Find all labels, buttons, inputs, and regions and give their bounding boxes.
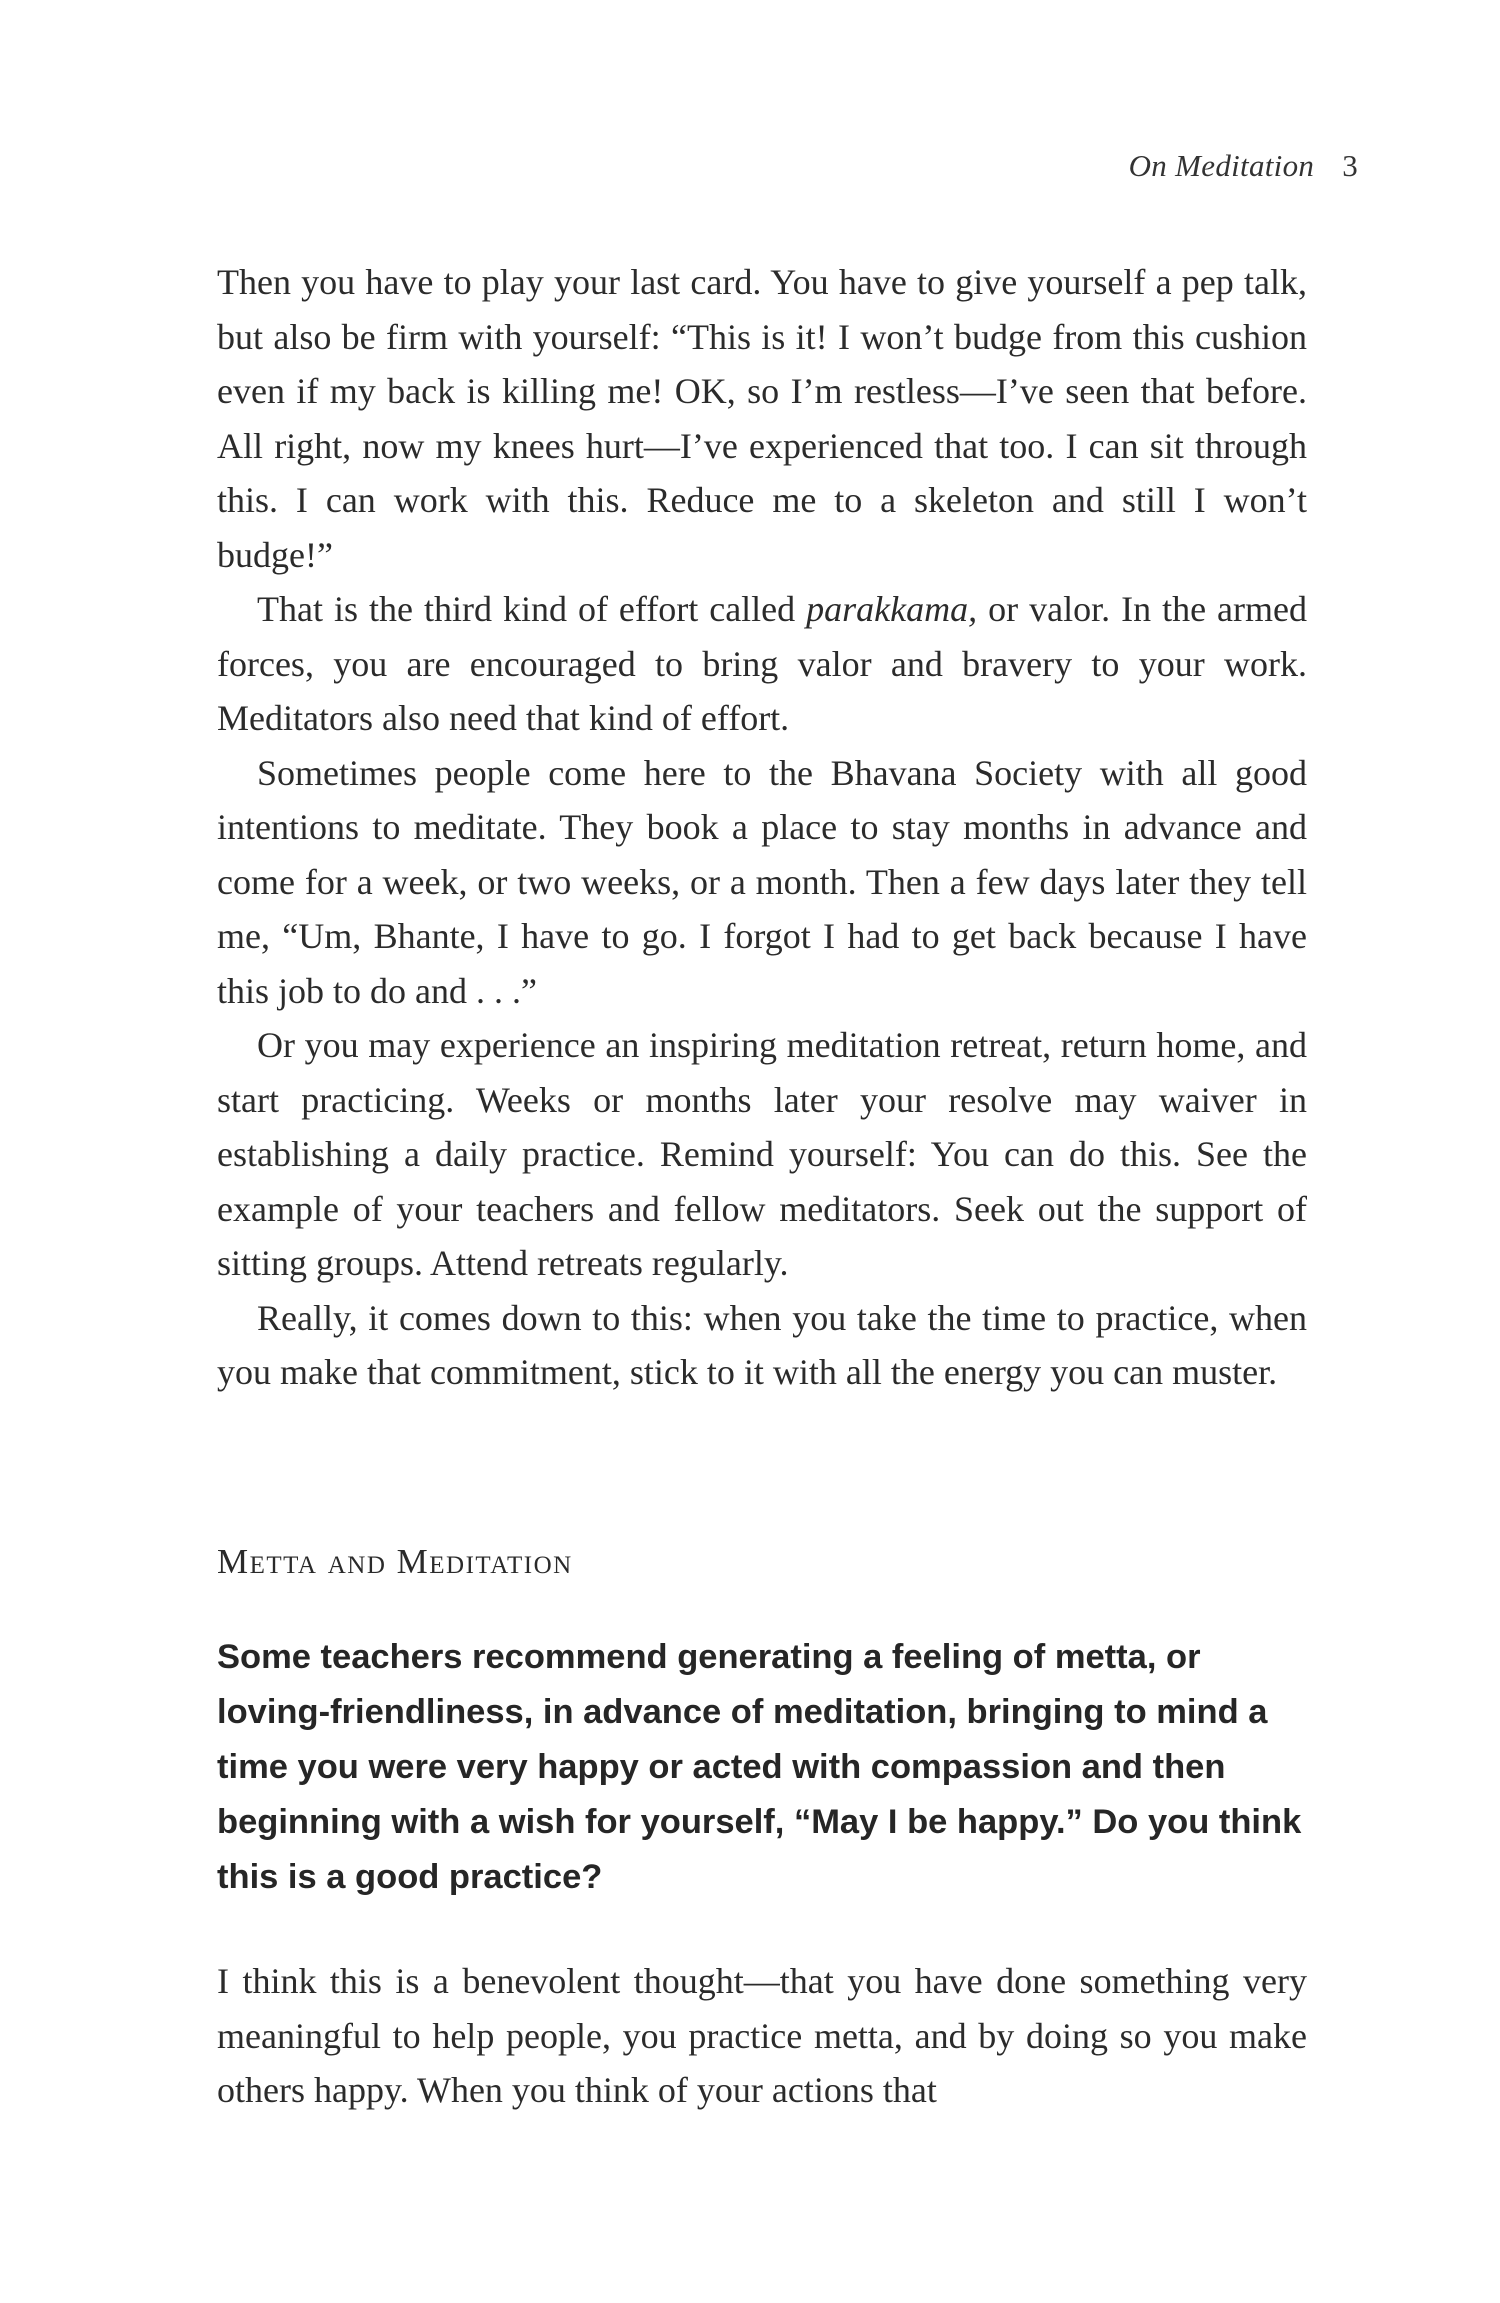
body-text xyxy=(217,255,1307,1400)
section-heading: Metta and Meditation xyxy=(217,1542,573,1581)
valor-text-before: That is the third kind of effort called xyxy=(257,589,807,629)
valor-text-after: or valor. In the armed forces, you are encouraged to bring valor and bravery to your work. Meditators also need that kind of effort. xyxy=(217,589,1307,738)
paragraph-retreat: Or you may experience an inspiring meditation retreat, return home, and start practicing. Weeks or months later your resolve may waiver in establishing a daily practice. Remind yourself: You can do this. See the example of your teachers and fellow meditators. Seek out the support of sitting groups. Attend retreats regularly. xyxy=(217,1025,1307,1283)
answer-paragraph: I think this is a benevolent thought—that you have done something very meaningful to help people, you practice metta, and by doing so you make others happy. When you think of your actions that xyxy=(217,1961,1307,2110)
interview-question: Some teachers recommend generating a feeling of metta, or loving-friendliness, in advance of meditation, bringing to mind a time you were very happy or acted with compassion and then beginning with a wish for yourself, “May I be happy.” Do you think this is a good practice? xyxy=(217,1638,1302,1896)
page-number: 3 xyxy=(1342,148,1358,183)
pali-term-parakkama: parakkama, xyxy=(806,589,978,629)
paragraph-bhavana-society: Sometimes people come here to the Bhavana Society with all good intentions to meditate. They book a place to stay months in advance and come for a week, or two weeks, or a month. Then a few days later they tell me, “Um, Bhante, I have to go. I forgot I had to get back because I have this job to do and . . .” xyxy=(217,752,1307,1011)
paragraph-valor xyxy=(217,582,1307,746)
paragraph-commitment: Really, it comes down to this: when you take the time to practice, when you make that commitment, stick to it with all the energy you can muster. xyxy=(217,1297,1307,1392)
answer-text xyxy=(217,1954,1307,2118)
running-head xyxy=(1129,148,1358,184)
paragraph-last-card: Then you have to play your last card. You have to give yourself a pep talk, but also be firm with yourself: “This is it! I won’t budge from this cushion even if my back is killing me! OK, so I’m restless—I’ve seen that before. All right, now my knees hurt—I’ve experienced that too. I can sit through this. I can work with this. Reduce me to a skeleton and still I won’t budge!” xyxy=(217,262,1307,575)
running-head-title: On Meditation xyxy=(1128,148,1315,183)
